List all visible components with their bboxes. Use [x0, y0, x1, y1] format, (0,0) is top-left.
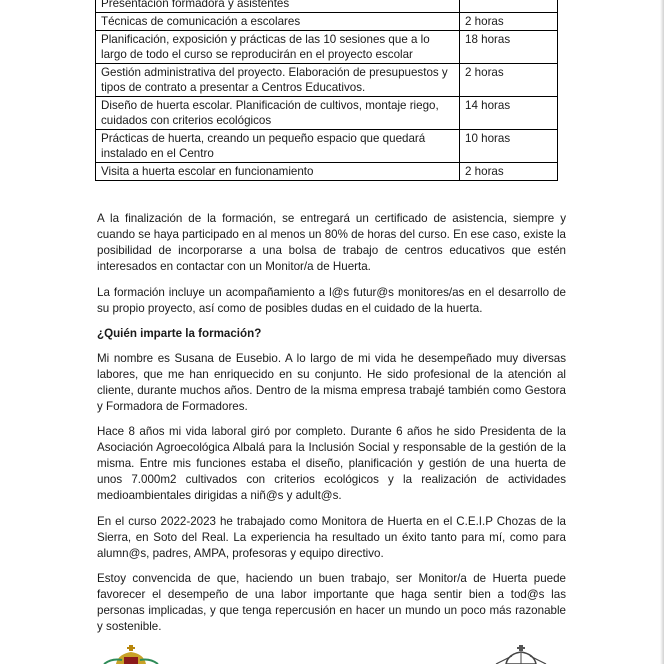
schedule-table-body — [96, 0, 558, 181]
activity-cell: Presentación formadora y asistentes — [96, 0, 460, 13]
certificate-paragraph: A la finalización de la formación, se entregará un certificado de asistencia, siempre y cuando se haya participado en al menos un 80% de horas del curso. En ese caso, existe la posibilidad de incorporarse a una bolsa de trabajo de centros educativos que estén interesados en contactar con un Monitor/a de Huerta. — [97, 212, 566, 273]
hours-cell: 14 horas — [460, 97, 558, 130]
hours-cell — [460, 0, 558, 13]
activity-cell: Prácticas de huerta, creando un pequeño espacio que quedará instalado en el Centro — [96, 130, 460, 163]
table-row — [96, 13, 558, 31]
bio-paragraph-3: En el curso 2022-2023 he trabajado como Monitora de Huerta en el C.E.I.P Chozas de la Sierra, en Soto del Real. La experiencia ha resultado un éxito tanto para mí, como para alumn@s, padres, AMPA, profesoras y equipo directivo. — [97, 515, 566, 560]
page-edge-shadow — [660, 0, 664, 664]
hours-cell: 2 horas — [460, 64, 558, 97]
support-paragraph: La formación incluye un acompañamiento a l@s futur@s monitores/as en el desarrollo de su propio proyecto, así como de posibles dudas en el cuidado de la huerta. — [97, 286, 566, 315]
closing-paragraph: Estoy convencida de que, haciendo un buen trabajo, ser Monitor/a de Huerta puede favorecer el desempeño de una labor importante que haga sentir bien a tod@s las personas implicadas, y que tenga repercusión en hacer un mundo un poco más razonable y sostenible. — [97, 572, 566, 633]
activity-cell: Gestión administrativa del proyecto. Elaboración de presupuestos y tipos de contrato a presentar a Centros Educativos. — [96, 64, 460, 97]
table-row — [96, 31, 558, 64]
bio-paragraph-2: Hace 8 años mi vida laboral giró por completo. Durante 6 años he sido Presidenta de la Asociación Agroecológica Albalá para la Inclusión Social y responsable de la gestión de la misma. Entre mis funciones estaba el diseño, planificación y gestión de una huerta de unos 7.000m2 cultivados con criterios ecológicos y la realización de actividades medioambientales dirigidas a niñ@s y adult@s. — [97, 425, 566, 502]
hours-cell: 18 horas — [460, 31, 558, 64]
hours-cell: 2 horas — [460, 163, 558, 181]
hours-cell: 10 horas — [460, 130, 558, 163]
table-row — [96, 97, 558, 130]
activity-cell: Planificación, exposición y prácticas de las 10 sesiones que a lo largo de todo el curso se reproducirán en el proyecto escolar — [96, 31, 460, 64]
table-row — [96, 163, 558, 181]
section-heading: ¿Quién imparte la formación? — [97, 327, 262, 340]
activity-cell: Diseño de huerta escolar. Planificación de cultivos, montaje riego, cuidados con criterios ecológicos — [96, 97, 460, 130]
table-row — [96, 0, 558, 13]
table-row — [96, 64, 558, 97]
activity-cell: Visita a huerta escolar en funcionamiento — [96, 163, 460, 181]
hours-cell: 2 horas — [460, 13, 558, 31]
table-row — [96, 130, 558, 163]
activity-cell: Técnicas de comunicación a escolares — [96, 13, 460, 31]
right-crest-emblem — [492, 644, 550, 664]
course-schedule-table — [95, 0, 558, 181]
left-crest-emblem — [102, 644, 160, 664]
bio-paragraph-1: Mi nombre es Susana de Eusebio. A lo largo de mi vida he desempeñado muy diversas labores, que me han enriquecido en su conjunto. He sido profesional de la atención al cliente, durante muchos años. Dentro de la misma empresa trabajé también como Gestora y Formadora de Formadores. — [97, 352, 566, 413]
